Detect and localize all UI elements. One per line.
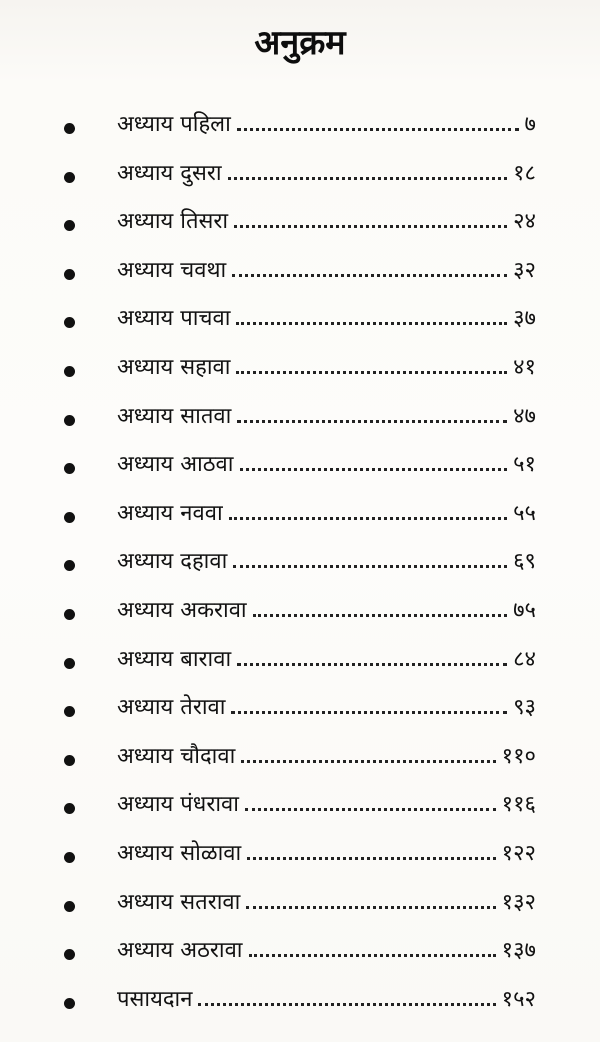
toc-row (0, 783, 600, 832)
toc-entry (117, 931, 536, 971)
toc-entry-page: ५५ (513, 500, 536, 526)
toc-entry-page: ९३ (513, 695, 536, 721)
bullet-icon (64, 269, 75, 280)
dot-leader (236, 322, 507, 325)
toc-row (0, 540, 600, 589)
bullet-icon (64, 463, 75, 474)
bullet-icon (64, 755, 75, 766)
dot-leader (234, 225, 507, 228)
bullet-icon (64, 560, 75, 571)
dot-leader (241, 760, 495, 763)
toc-entry (117, 397, 536, 437)
dot-leader (237, 663, 507, 666)
toc-entry-label: अध्याय पाचवा (117, 306, 231, 332)
toc-row (0, 881, 600, 930)
toc-entry (117, 834, 536, 874)
toc-entry-page: १३७ (501, 938, 536, 964)
dot-leader (253, 614, 507, 617)
toc-entry (117, 299, 536, 339)
dot-leader (198, 1003, 495, 1006)
dot-leader (237, 128, 519, 131)
toc-entry-page: ४७ (513, 403, 536, 429)
dot-leader (228, 177, 508, 180)
toc-entry-page: ८४ (513, 646, 536, 672)
toc-entry-page: ११६ (501, 792, 536, 818)
toc-row (0, 929, 600, 978)
toc-row (0, 492, 600, 541)
bullet-icon (64, 901, 75, 912)
toc-entry (117, 202, 536, 242)
bullet-icon (64, 123, 75, 134)
toc-entry-label: अध्याय बारावा (117, 646, 232, 672)
toc-row (0, 200, 600, 249)
bullet-icon (64, 609, 75, 620)
toc-entry-page: २४ (513, 209, 536, 235)
toc-entry-page: १२२ (501, 840, 536, 866)
toc-entry-page: ५१ (513, 452, 536, 478)
bullet-icon (64, 706, 75, 717)
toc-row (0, 103, 600, 152)
toc-entry (117, 251, 536, 291)
toc-row (0, 589, 600, 638)
toc-entry (117, 445, 536, 485)
bullet-icon (64, 512, 75, 523)
toc-entry-page: ४१ (513, 354, 536, 380)
toc-entry-label: अध्याय पंधरावा (117, 792, 239, 818)
toc-entry-page: १३२ (501, 889, 536, 915)
toc-entry-page: ३७ (513, 306, 536, 332)
dot-leader (232, 274, 507, 277)
toc-entry-label: अध्याय चवथा (117, 257, 227, 283)
toc-entry-label: अध्याय दहावा (117, 549, 228, 575)
bullet-icon (64, 220, 75, 231)
toc-entry-label: अध्याय पहिला (117, 112, 231, 137)
bullet-icon (64, 998, 75, 1009)
bullet-icon (64, 852, 75, 863)
dot-leader (236, 371, 507, 374)
toc-row (0, 686, 600, 735)
toc-entry (117, 737, 536, 777)
toc-entry (117, 105, 536, 145)
page-title: अनुक्रम (254, 23, 346, 63)
dot-leader (231, 711, 507, 714)
toc-entry-label: अध्याय तिसरा (117, 209, 229, 235)
toc-entry-label: अध्याय अठरावा (117, 938, 243, 964)
dot-leader (237, 420, 507, 423)
toc-entry-page: ११० (501, 743, 536, 769)
toc-row (0, 735, 600, 784)
toc-row (0, 297, 600, 346)
toc-row (0, 395, 600, 444)
toc-entry (117, 883, 536, 923)
table-of-contents (0, 103, 600, 1026)
toc-entry-label: अध्याय तेरावा (117, 695, 226, 721)
toc-entry-page: १८ (513, 160, 536, 186)
toc-entry-page: १५२ (501, 986, 536, 1012)
dot-leader (233, 565, 507, 568)
toc-entry-page: ७ (524, 112, 536, 137)
bullet-icon (64, 172, 75, 183)
toc-entry (117, 591, 536, 631)
toc-row (0, 832, 600, 881)
dot-leader (247, 857, 495, 860)
toc-entry (117, 640, 536, 680)
toc-entry-page: ६९ (513, 549, 536, 575)
toc-row (0, 346, 600, 395)
bullet-icon (64, 803, 75, 814)
bullet-icon (64, 366, 75, 377)
toc-entry-label: पसायदान (117, 986, 193, 1012)
toc-entry (117, 542, 536, 582)
toc-entry-label: अध्याय चौदावा (117, 743, 236, 769)
toc-entry (117, 980, 536, 1020)
toc-entry-label: अध्याय नववा (117, 500, 223, 526)
bullet-icon (64, 317, 75, 328)
toc-entry (117, 494, 536, 534)
toc-entry-page: ३२ (513, 257, 536, 283)
toc-entry-page: ७५ (513, 597, 536, 623)
toc-entry-label: अध्याय सोळावा (117, 840, 242, 866)
dot-leader (229, 517, 507, 520)
bullet-icon (64, 415, 75, 426)
toc-entry-label: अध्याय आठवा (117, 452, 234, 478)
bullet-icon (64, 949, 75, 960)
dot-leader (240, 468, 508, 471)
toc-row (0, 638, 600, 687)
toc-entry (117, 348, 536, 388)
toc-row (0, 443, 600, 492)
toc-entry-label: अध्याय सहावा (117, 354, 231, 380)
toc-entry-label: अध्याय सातवा (117, 403, 232, 429)
toc-entry-label: अध्याय दुसरा (117, 160, 222, 186)
toc-entry-label: अध्याय सतरावा (117, 889, 241, 915)
dot-leader (245, 808, 496, 811)
toc-entry (117, 688, 536, 728)
dot-leader (246, 906, 495, 909)
toc-entry (117, 154, 536, 194)
toc-row (0, 152, 600, 201)
bullet-icon (64, 658, 75, 669)
toc-row (0, 249, 600, 298)
toc-entry (117, 785, 536, 825)
toc-entry-label: अध्याय अकरावा (117, 597, 247, 623)
toc-row (0, 978, 600, 1027)
dot-leader (249, 954, 496, 957)
